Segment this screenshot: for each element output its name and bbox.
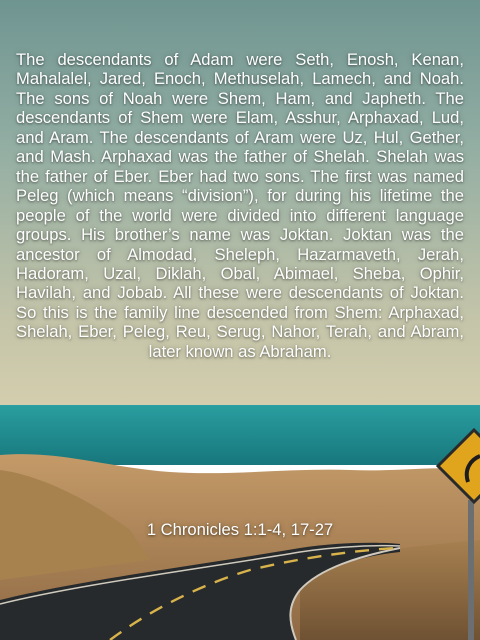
verse-reference: 1 Chronicles 1:1-4, 17-27 (146, 520, 334, 539)
sea (0, 405, 480, 465)
verse-text (16, 50, 464, 361)
verse-body: The descendants of Adam were Seth, Enosh, Kenan, Mahalalel, Jared, Enoch, Methuselah, Lamech, and Noah. The sons of Noah were Shem, Ham, and Japheth. The descendants of Shem were Elam, Asshur, Arphaxad, Lud, and Aram. The descendants of Aram were Uz, Hul, Gether, and Mash. Arphaxad was the father of Shelah. Shelah was the father of Eber. Eber had two sons. The first was named Peleg (which means “division”), for during his lifetime the people of the world were divided into different language groups. His brother’s name was Joktan. Joktan was the ancestor of Almodad, Sheleph, Hazarmaveth, Jerah, Hadoram, Uzal, Diklah, Obal, Abimael, Sheba, Ophir, Havilah, and Jobab. All these were descendants of Joktan. So this is the family line descended from Shem: Arphaxad, Shelah, Eber, Peleg, Reu, Serug, Nahor, Terah, and Abram, later known as Abraham. (16, 50, 464, 361)
